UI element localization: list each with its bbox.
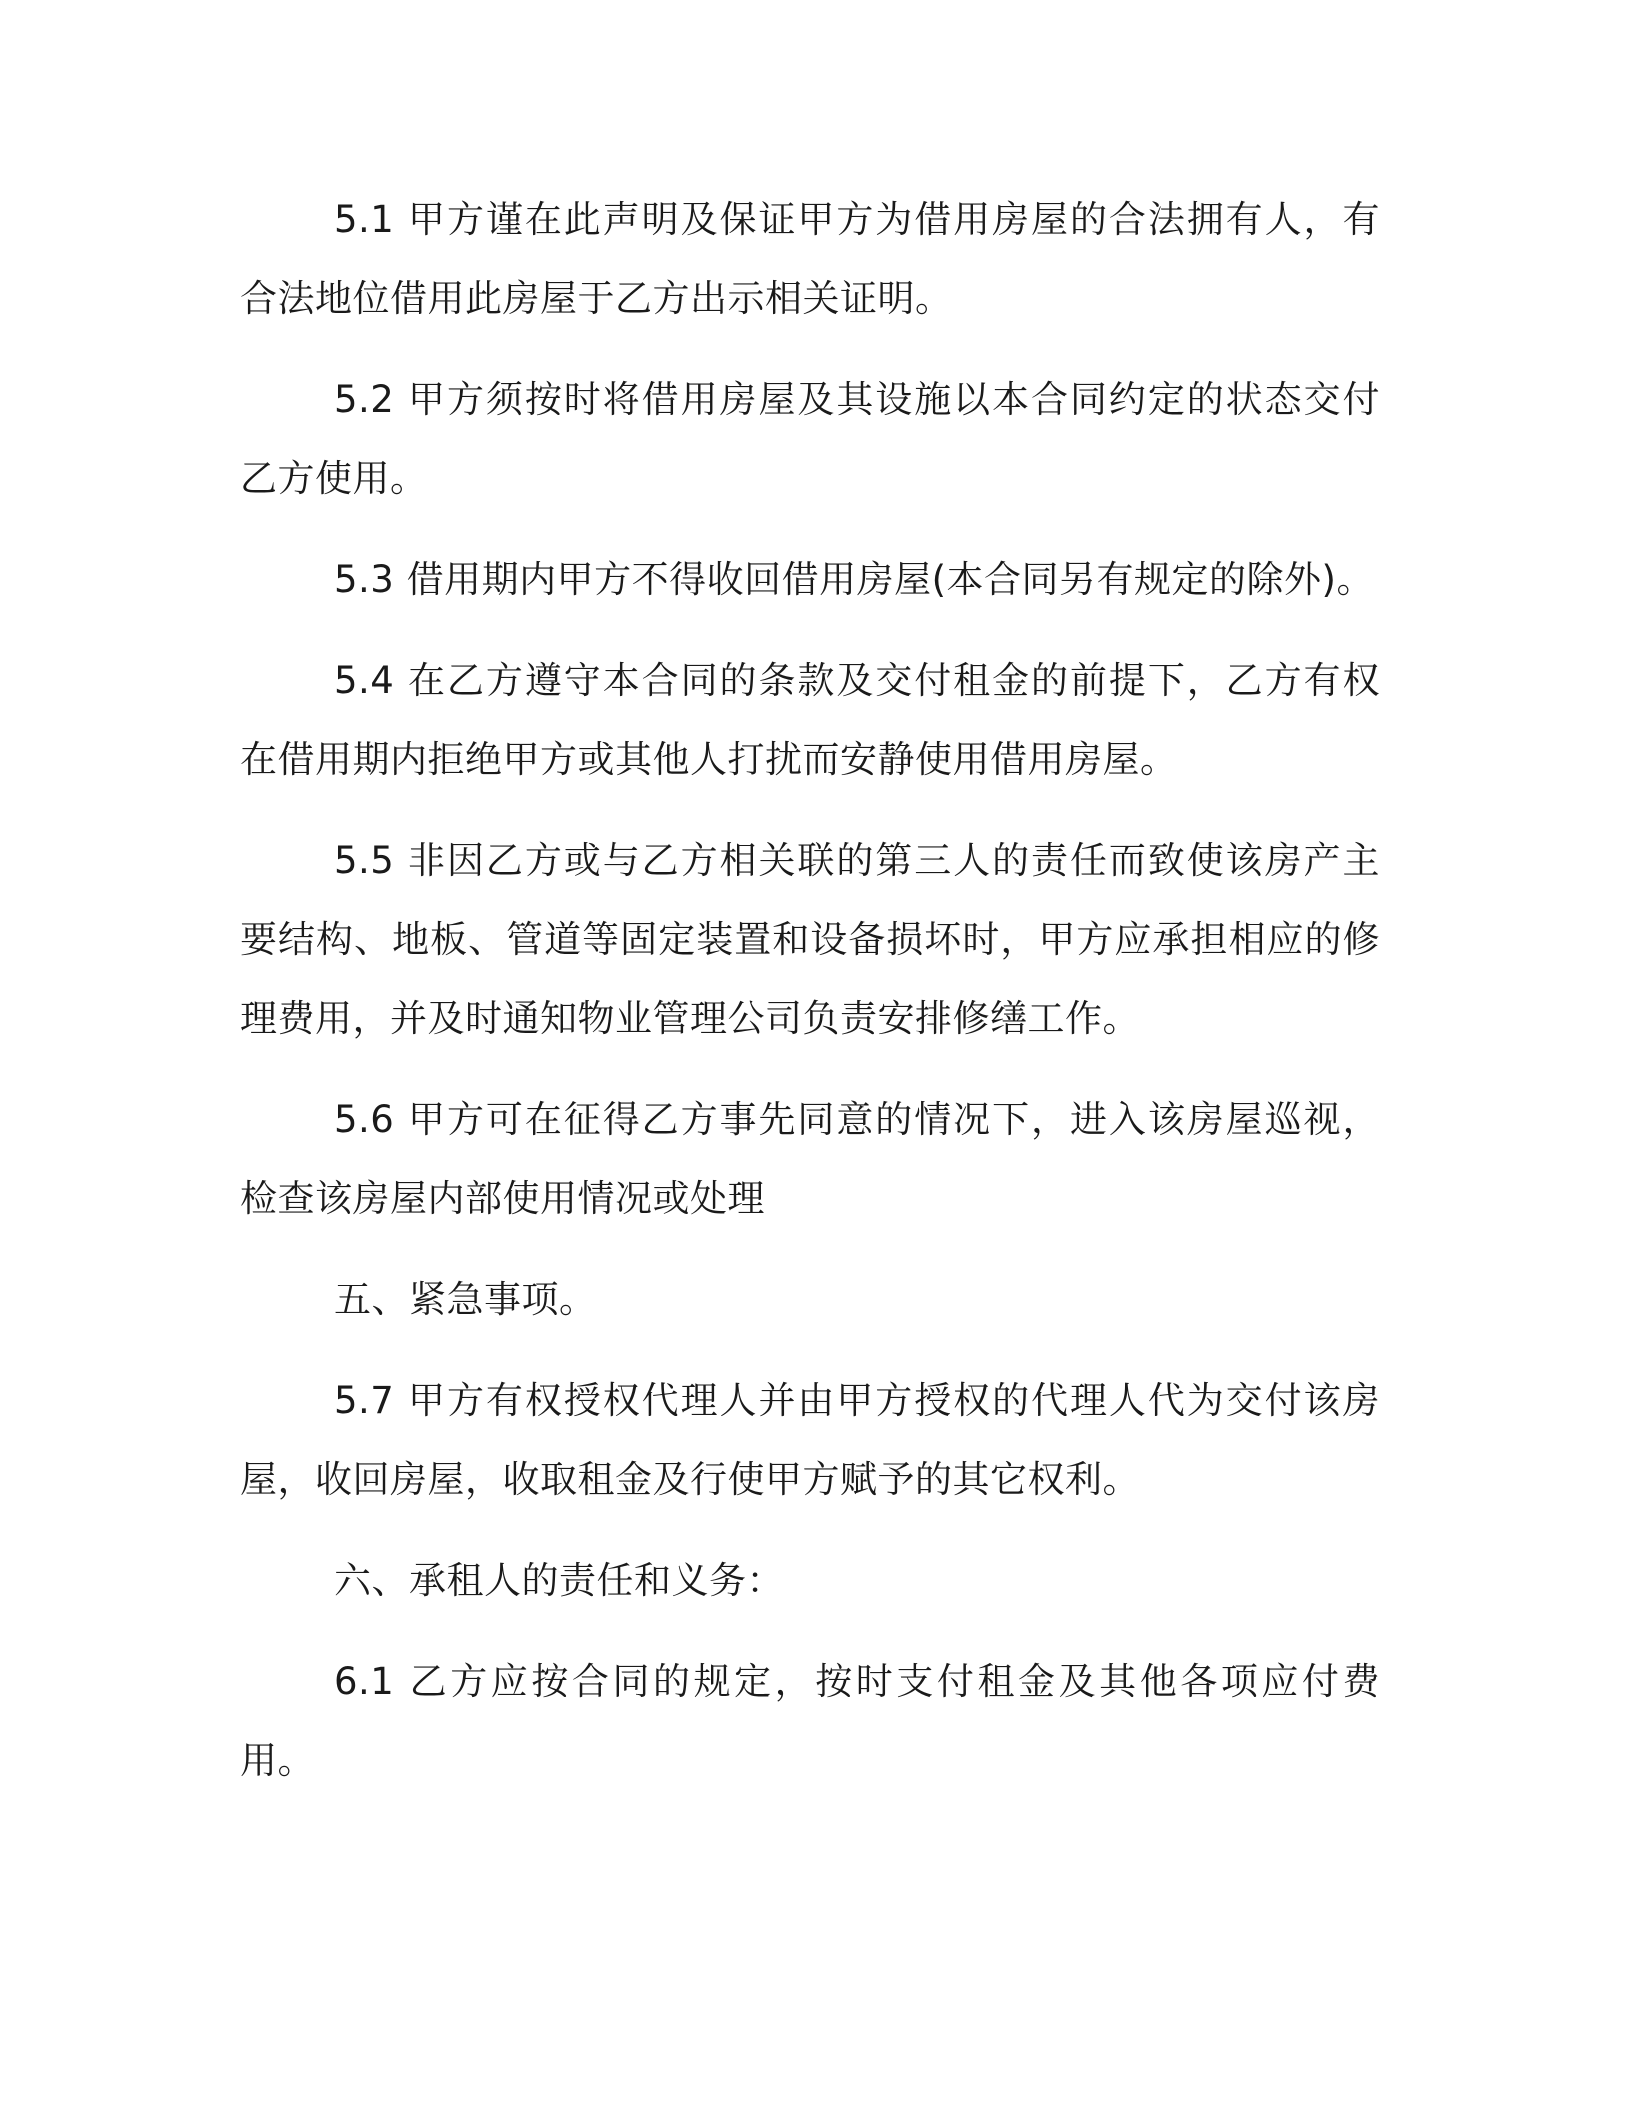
paragraph-6-1: 6.1 乙方应按合同的规定，按时支付租金及其他各项应付费用。 (240, 1660, 1380, 1782)
document-body (240, 180, 1380, 1822)
section-heading-5: 五、紧急事项。 (334, 1278, 597, 1321)
paragraph-5-5: 5.5 非因乙方或与乙方相关联的第三人的责任而致使该房产主要结构、地板、管道等固定装置和设备损坏时，甲方应承担相应的修理费用，并及时通知物业管理公司负责安排修缮工作。 (240, 839, 1380, 1040)
paragraph-5-2: 5.2 甲方须按时将借用房屋及其设施以本合同约定的状态交付乙方使用。 (240, 378, 1380, 500)
paragraph-5-6: 5.6 甲方可在征得乙方事先同意的情况下，进入该房屋巡视，检查该房屋内部使用情况或处理 (240, 1098, 1380, 1220)
paragraph-5-4: 5.4 在乙方遵守本合同的条款及交付租金的前提下，乙方有权在借用期内拒绝甲方或其他人打扰而安静使用借用房屋。 (240, 659, 1380, 781)
paragraph-5-7: 5.7 甲方有权授权代理人并由甲方授权的代理人代为交付该房屋，收回房屋，收取租金及行使甲方赋予的其它权利。 (240, 1379, 1380, 1501)
paragraph-5-3: 5.3 借用期内甲方不得收回借用房屋(本合同另有规定的除外)。 (334, 558, 1374, 601)
section-heading-6: 六、承租人的责任和义务： (334, 1559, 784, 1602)
paragraph-5-1: 5.1 甲方谨在此声明及保证甲方为借用房屋的合法拥有人，有合法地位借用此房屋于乙方出示相关证明。 (240, 198, 1380, 320)
